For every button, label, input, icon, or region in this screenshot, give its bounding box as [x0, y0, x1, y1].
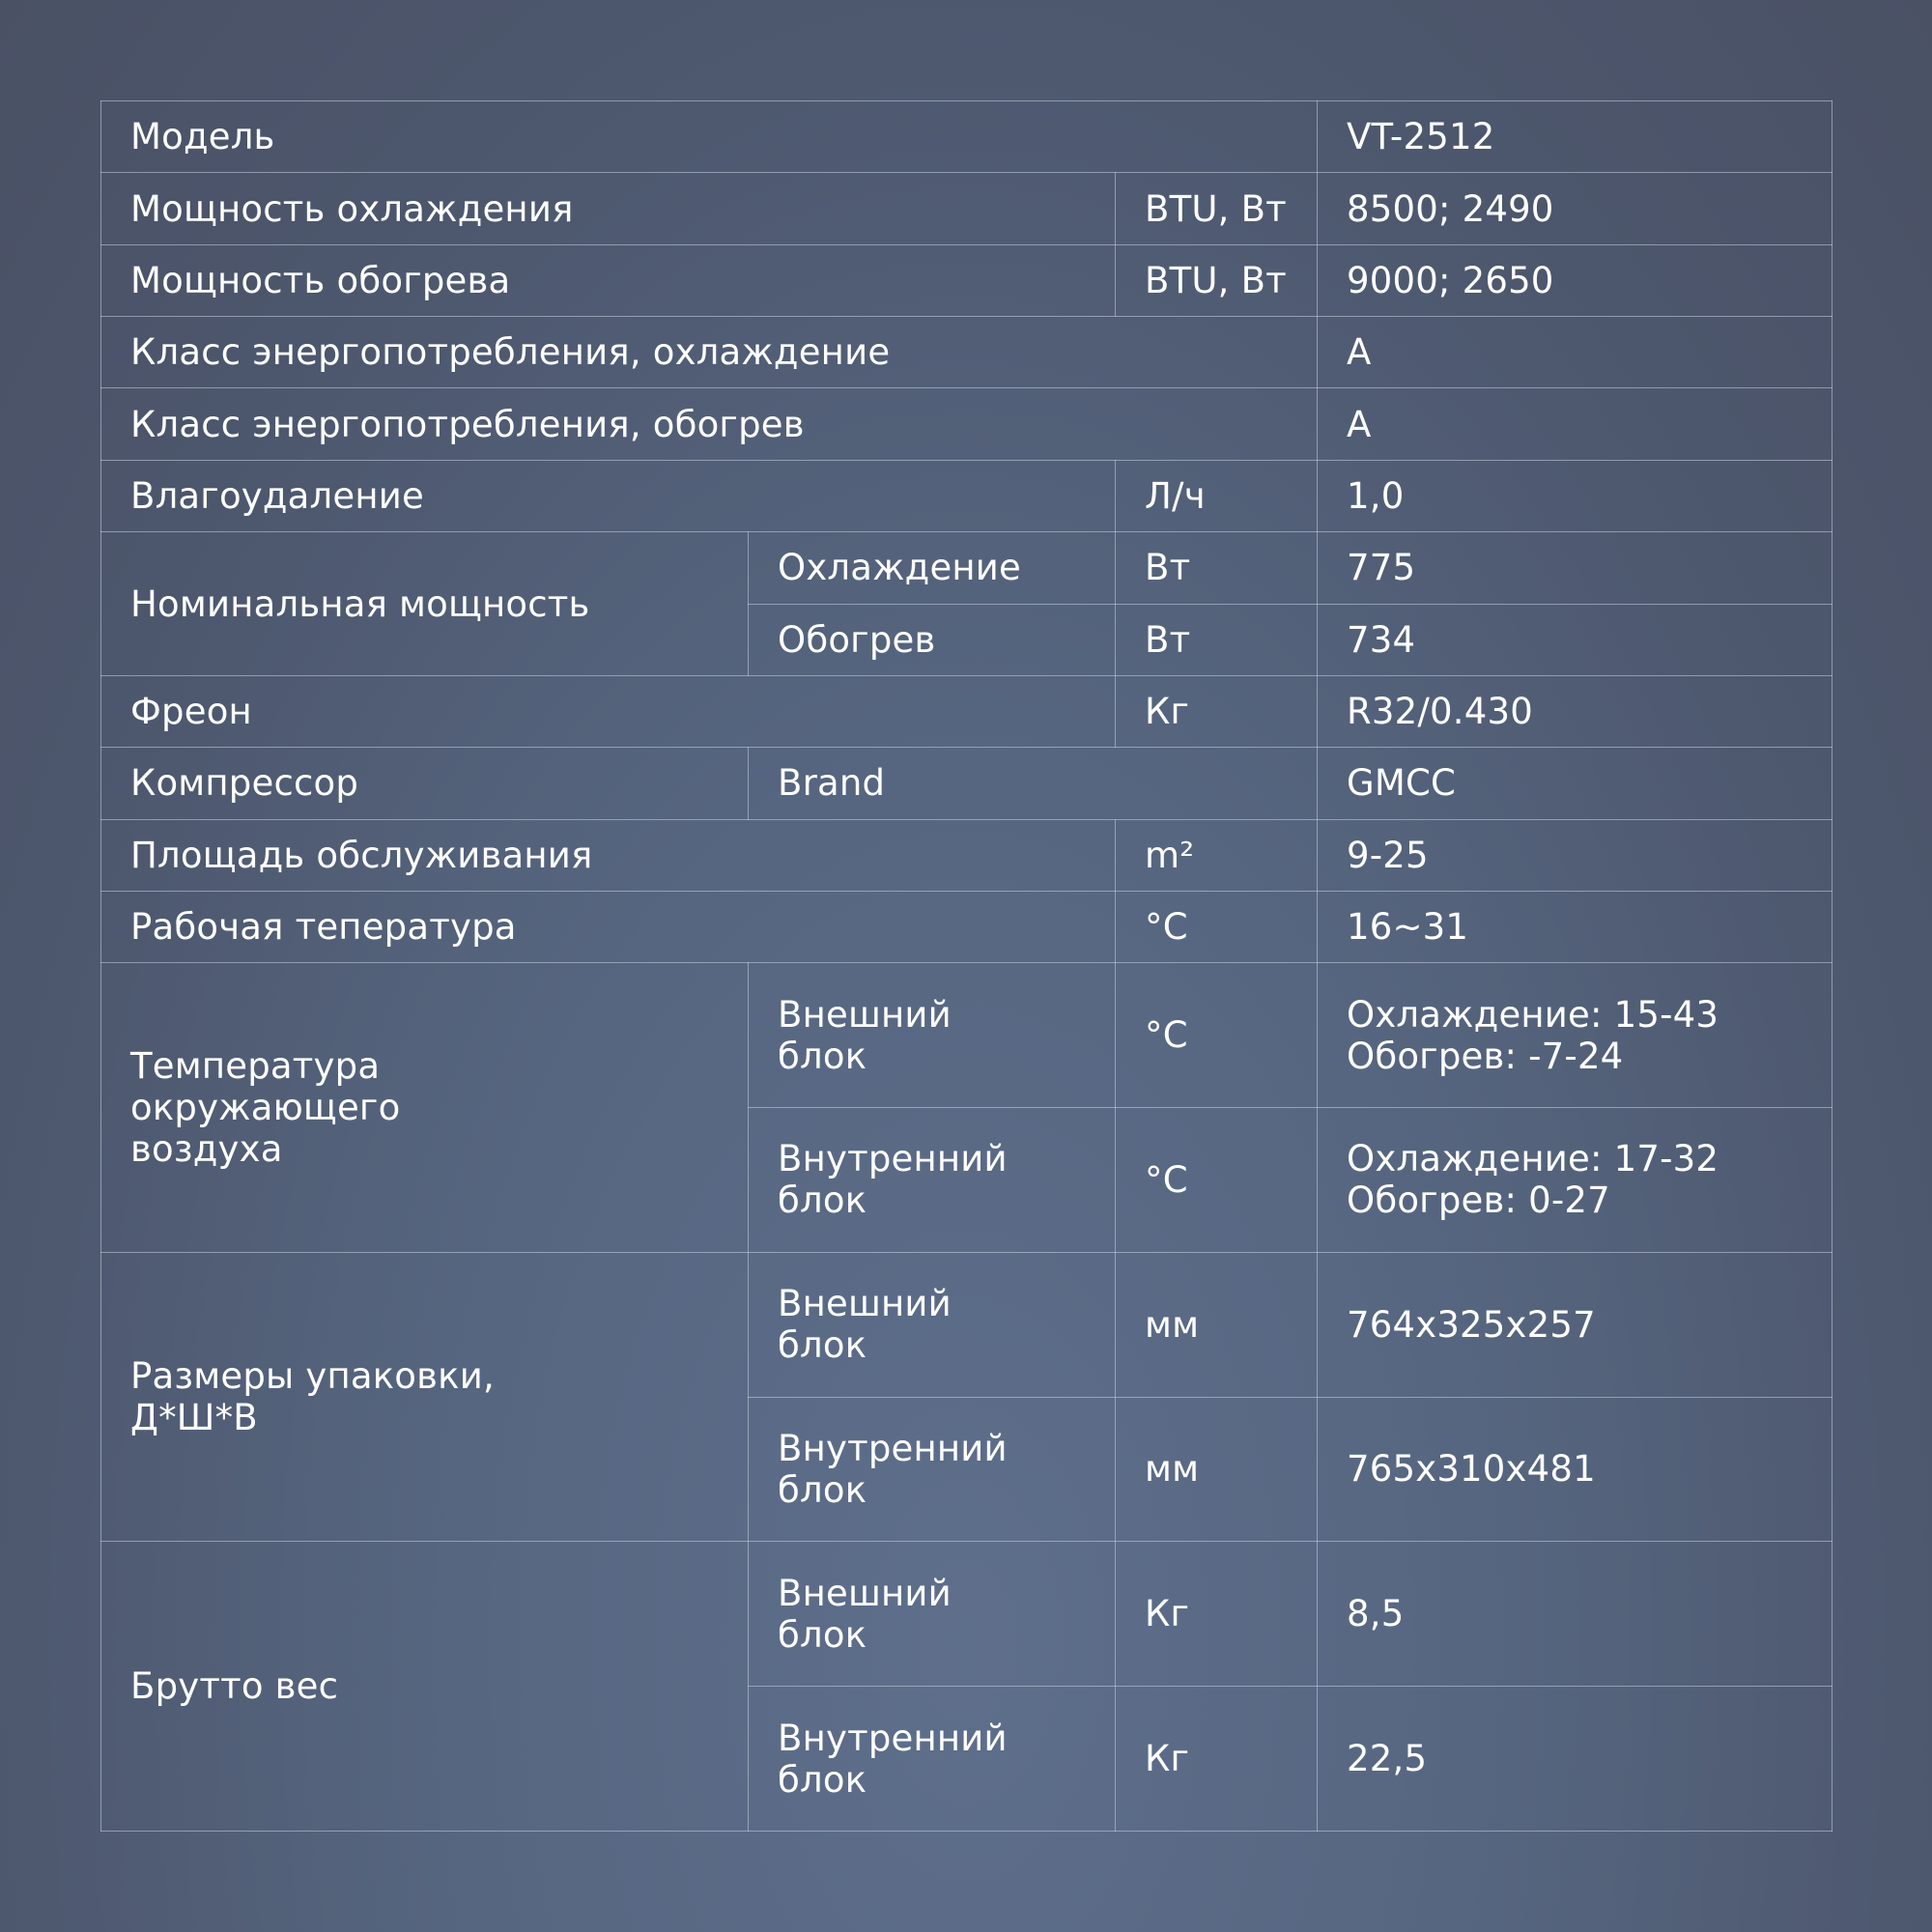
ambient-temperature-label-line: окружающего	[130, 1087, 401, 1129]
package-size-label	[101, 1252, 749, 1542]
sublabel-line: Внешний	[778, 993, 952, 1036]
energy-class-heating-value: А	[1318, 388, 1833, 460]
table-row-package-outdoor	[101, 1252, 1833, 1397]
service-area-unit: m²	[1116, 819, 1318, 891]
table-row-compressor	[101, 748, 1833, 819]
value-line: Обогрев: 0-27	[1347, 1179, 1610, 1222]
sublabel-line: блок	[778, 1035, 867, 1077]
service-area-value: 9-25	[1318, 819, 1833, 891]
ambient-temperature-label	[101, 963, 749, 1253]
sublabel-line: блок	[778, 1758, 867, 1801]
weight-indoor-unit: Кг	[1116, 1687, 1318, 1832]
ambient-indoor-sublabel	[749, 1108, 1116, 1253]
rated-power-heating-sublabel: Обогрев	[749, 604, 1116, 675]
cooling-capacity-value: 8500; 2490	[1318, 173, 1833, 244]
package-indoor-sublabel	[749, 1397, 1116, 1542]
rated-power-cooling-sublabel: Охлаждение	[749, 532, 1116, 604]
specifications-table	[100, 100, 1833, 1832]
table-row-cooling-capacity	[101, 173, 1833, 244]
energy-class-cooling-label: Класс энергопотребления, охлаждение	[101, 317, 1318, 388]
table-row-service-area	[101, 819, 1833, 891]
working-temperature-unit: °C	[1116, 891, 1318, 962]
table-row-energy-class-heating	[101, 388, 1833, 460]
package-size-label-line: Размеры упаковки,	[130, 1355, 495, 1398]
value-line: Охлаждение: 17-32	[1347, 1138, 1719, 1180]
ambient-indoor-unit: °C	[1116, 1108, 1318, 1253]
rated-power-cooling-value: 775	[1318, 532, 1833, 604]
energy-class-heating-label: Класс энергопотребления, обогрев	[101, 388, 1318, 460]
table-row-ambient-outdoor	[101, 963, 1833, 1108]
package-indoor-unit: мм	[1116, 1397, 1318, 1542]
compressor-label: Компрессор	[101, 748, 749, 819]
ambient-temperature-label-line: воздуха	[130, 1128, 283, 1171]
package-outdoor-sublabel	[749, 1252, 1116, 1397]
freon-label: Фреон	[101, 675, 1116, 747]
package-outdoor-value: 764x325x257	[1318, 1252, 1833, 1397]
model-value: VT-2512	[1318, 101, 1833, 173]
package-indoor-value: 765x310x481	[1318, 1397, 1833, 1542]
sublabel-line: Внешний	[778, 1283, 952, 1325]
sublabel-line: Внутренний	[778, 1717, 1008, 1759]
sublabel-line: блок	[778, 1613, 867, 1656]
ambient-indoor-value	[1318, 1108, 1833, 1253]
dehumidification-label: Влагоудаление	[101, 460, 1116, 531]
weight-outdoor-value: 8,5	[1318, 1542, 1833, 1687]
ambient-outdoor-sublabel	[749, 963, 1116, 1108]
rated-power-heating-value: 734	[1318, 604, 1833, 675]
dehumidification-unit: Л/ч	[1116, 460, 1318, 531]
sublabel-line: блок	[778, 1324, 867, 1367]
freon-unit: Кг	[1116, 675, 1318, 747]
working-temperature-value: 16~31	[1318, 891, 1833, 962]
ambient-temperature-label-line: Температура	[130, 1045, 381, 1088]
weight-outdoor-sublabel	[749, 1542, 1116, 1687]
ambient-outdoor-unit: °C	[1116, 963, 1318, 1108]
energy-class-cooling-value: А	[1318, 317, 1833, 388]
cooling-capacity-label: Мощность охлаждения	[101, 173, 1116, 244]
table-row-dehumidification	[101, 460, 1833, 531]
weight-outdoor-unit: Кг	[1116, 1542, 1318, 1687]
sublabel-line: Внутренний	[778, 1138, 1008, 1180]
dehumidification-value: 1,0	[1318, 460, 1833, 531]
sublabel-line: Внутренний	[778, 1427, 1008, 1469]
service-area-label: Площадь обслуживания	[101, 819, 1116, 891]
compressor-brand-label: Brand	[749, 748, 1318, 819]
sublabel-line: Внешний	[778, 1572, 952, 1614]
table-row-energy-class-cooling	[101, 317, 1833, 388]
working-temperature-label: Рабочая тепература	[101, 891, 1116, 962]
freon-value: R32/0.430	[1318, 675, 1833, 747]
weight-indoor-sublabel	[749, 1687, 1116, 1832]
sublabel-line: блок	[778, 1468, 867, 1511]
table-row-heating-capacity	[101, 244, 1833, 316]
rated-power-cooling-unit: Вт	[1116, 532, 1318, 604]
value-line: Обогрев: -7-24	[1347, 1035, 1624, 1077]
table-row-model	[101, 101, 1833, 173]
ambient-outdoor-value	[1318, 963, 1833, 1108]
compressor-value: GMCC	[1318, 748, 1833, 819]
heating-capacity-unit: BTU, Вт	[1116, 244, 1318, 316]
heating-capacity-value: 9000; 2650	[1318, 244, 1833, 316]
rated-power-heating-unit: Вт	[1116, 604, 1318, 675]
package-outdoor-unit: мм	[1116, 1252, 1318, 1397]
table-row-rated-power-cooling	[101, 532, 1833, 604]
package-size-label-line: Д*Ш*В	[130, 1397, 258, 1439]
value-line: Охлаждение: 15-43	[1347, 993, 1719, 1036]
gross-weight-label: Брутто вес	[101, 1542, 749, 1832]
model-label: Модель	[101, 101, 1318, 173]
table-row-working-temperature	[101, 891, 1833, 962]
table-row-freon	[101, 675, 1833, 747]
table-row-weight-outdoor	[101, 1542, 1833, 1687]
sublabel-line: блок	[778, 1179, 867, 1222]
cooling-capacity-unit: BTU, Вт	[1116, 173, 1318, 244]
rated-power-label: Номинальная мощность	[101, 532, 749, 676]
weight-indoor-value: 22,5	[1318, 1687, 1833, 1832]
heating-capacity-label: Мощность обогрева	[101, 244, 1116, 316]
